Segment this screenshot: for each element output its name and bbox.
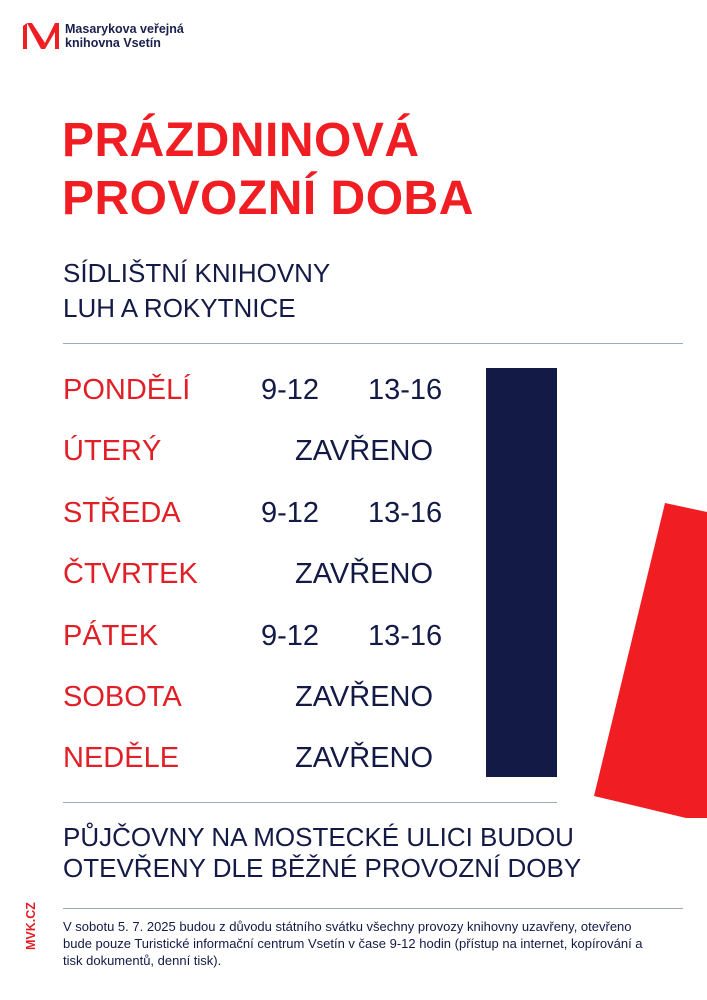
morning-hours: 9-12 (261, 374, 320, 406)
closed-label: ZAVŘENO (295, 681, 434, 713)
schedule-row-wednesday (63, 493, 463, 533)
day-label: PÁTEK (63, 620, 159, 652)
schedule-row-friday (63, 616, 463, 656)
page-subtitle-line1: SÍDLIŠTNÍ KNIHOVNY (63, 258, 331, 288)
website-side-label: MVK.CZ (24, 902, 38, 950)
schedule-row-tuesday (63, 431, 463, 471)
closed-label: ZAVŘENO (295, 558, 434, 590)
library-name-line2: knihovna Vsetín (65, 36, 161, 50)
afternoon-hours: 13-16 (368, 497, 443, 529)
morning-hours: 9-12 (261, 497, 320, 529)
page-title-line1: PRÁZDNINOVÁ (62, 114, 420, 167)
lending-note-line2: OTEVŘENY DLE BĚŽNÉ PROVOZNÍ DOBY (63, 853, 582, 883)
day-label: PONDĚLÍ (63, 374, 191, 406)
closed-label: ZAVŘENO (295, 742, 434, 774)
day-label: ČTVRTEK (63, 558, 198, 590)
day-label: STŘEDA (63, 497, 181, 529)
schedule-row-thursday (63, 554, 463, 594)
library-name-line1: Masarykova veřejná (65, 22, 184, 36)
schedule-row-sunday (63, 738, 463, 778)
schedule-row-monday (63, 370, 463, 410)
closed-label: ZAVŘENO (295, 435, 434, 467)
day-label: NEDĚLE (63, 742, 180, 774)
day-label: ÚTERÝ (63, 435, 162, 467)
morning-hours: 9-12 (261, 620, 320, 652)
schedule-row-saturday (63, 677, 463, 717)
divider-bottom (63, 908, 683, 909)
lending-note-line1: PŮJČOVNY NA MOSTECKÉ ULICI BUDOU (63, 822, 574, 852)
page-title-line2: PROVOZNÍ DOBA (62, 172, 474, 225)
afternoon-hours: 13-16 (368, 620, 443, 652)
page-subtitle-line2: LUH A ROKYTNICE (63, 293, 296, 323)
day-label: SOBOTA (63, 681, 182, 713)
afternoon-hours: 13-16 (368, 374, 443, 406)
footer-notice: V sobotu 5. 7. 2025 budou z důvodu státního svátku všechny provozy knihovny uzavřeny, otevřeno bude pouze Turistické informační centrum Vsetín v čase 9-12 hodin (přístup na internet, kopírování a tisk dokumentů, denní tisk). (63, 919, 643, 968)
divider-middle (63, 802, 557, 803)
lending-note (63, 822, 581, 884)
